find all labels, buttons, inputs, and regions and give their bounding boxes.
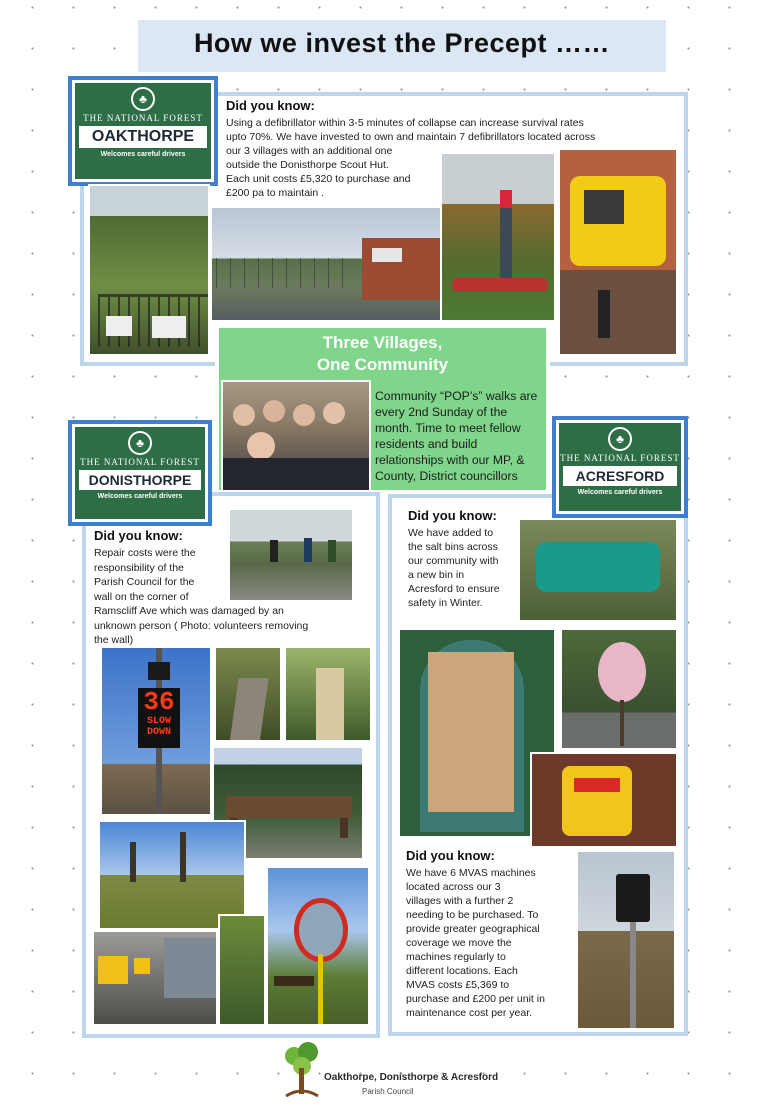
tree-logo-icon: ♣ — [128, 431, 152, 455]
sports-ground-photo — [210, 206, 446, 322]
community-box — [215, 324, 550, 494]
group-walk-photo — [221, 380, 371, 492]
community-title-line1: Three Villages, — [322, 333, 443, 352]
acresford-dyk1-text: We have added to the salt bins across our community with a new bin in Acresford to ensure safety in Winter. — [408, 527, 500, 609]
donisthorpe-dyk-text: Repair costs were the responsibility of the Parish Council for the wall on the corner of Ramscliff Ave which was damaged by an unknown person ( Photo: volunteers removing the wall) — [94, 547, 309, 646]
tree-logo-icon: ♣ — [608, 427, 632, 451]
oakthorpe-dyk-text: Using a defibrillator within 3-5 minutes of collapse can increase survival rates upto 70%. We have invested to own and maintain 7 defibrillators located across our 3 villages with an additional one outside the Donisthorpe Scout Hut. Each unit costs £5,320 to purchase and £200 pa to maintain . — [226, 117, 596, 199]
salt-bin-photo — [518, 518, 678, 622]
footpath-photo — [218, 914, 266, 1026]
oakthorpe-dyk-heading: Did you know: — [226, 98, 315, 113]
acresford-dyk1-heading: Did you know: — [408, 508, 497, 523]
playground-photo — [88, 184, 210, 356]
community-text: Community “POP’s” walks are every 2nd Sunday of the month. Time to meet fellow residents and build relationships with our MP, & County, District councillors — [375, 389, 538, 483]
council-name: Oakthorpe, Donisthorpe & Acresford — [324, 1072, 499, 1083]
donisthorpe-dyk-heading: Did you know: — [94, 528, 183, 543]
acresford-dyk2-heading: Did you know: — [406, 848, 495, 863]
speed-sign-photo — [100, 646, 212, 816]
tree-logo-icon — [282, 1040, 322, 1100]
blossom-tree-photo — [560, 628, 678, 750]
acresford-sign: ♣ THE NATIONAL FOREST ACRESFORD Welcomes careful drivers — [556, 420, 684, 514]
donisthorpe-sign: ♣ THE NATIONAL FOREST DONISTHORPE Welcomes careful drivers — [72, 424, 208, 522]
defib-post-photo — [440, 152, 556, 322]
acresford-defib-photo — [530, 752, 678, 848]
road-mirror-photo — [266, 866, 370, 1026]
bridge-after-photo — [284, 646, 372, 742]
mvas-machine-photo — [576, 850, 676, 1030]
defib-cabinet-photo — [92, 930, 218, 1026]
council-subtitle: Parish Council — [362, 1087, 414, 1096]
community-title-line2: One Community — [316, 355, 449, 374]
bridge-before-photo — [214, 646, 282, 742]
defibrillator-photo — [558, 148, 678, 356]
speed-display: 36 SLOW DOWN — [138, 688, 180, 748]
acresford-dyk2-text: We have 6 MVAS machines located across our 3 villages with a further 2 needing to be purchased. To provide greater geographical coverage we move the machines regularly to different locations. Each MVAS costs £5,369 to purchase and £200 per unit in maintenance cost per year. — [406, 867, 545, 1019]
tree-logo-icon: ♣ — [131, 87, 155, 111]
council-tree-logo — [282, 1040, 322, 1100]
page-title: How we invest the Precept …… — [193, 28, 611, 58]
volunteers-photo — [228, 508, 354, 602]
oakthorpe-sign: ♣ THE NATIONAL FOREST OAKTHORPE Welcomes careful drivers — [72, 80, 214, 182]
